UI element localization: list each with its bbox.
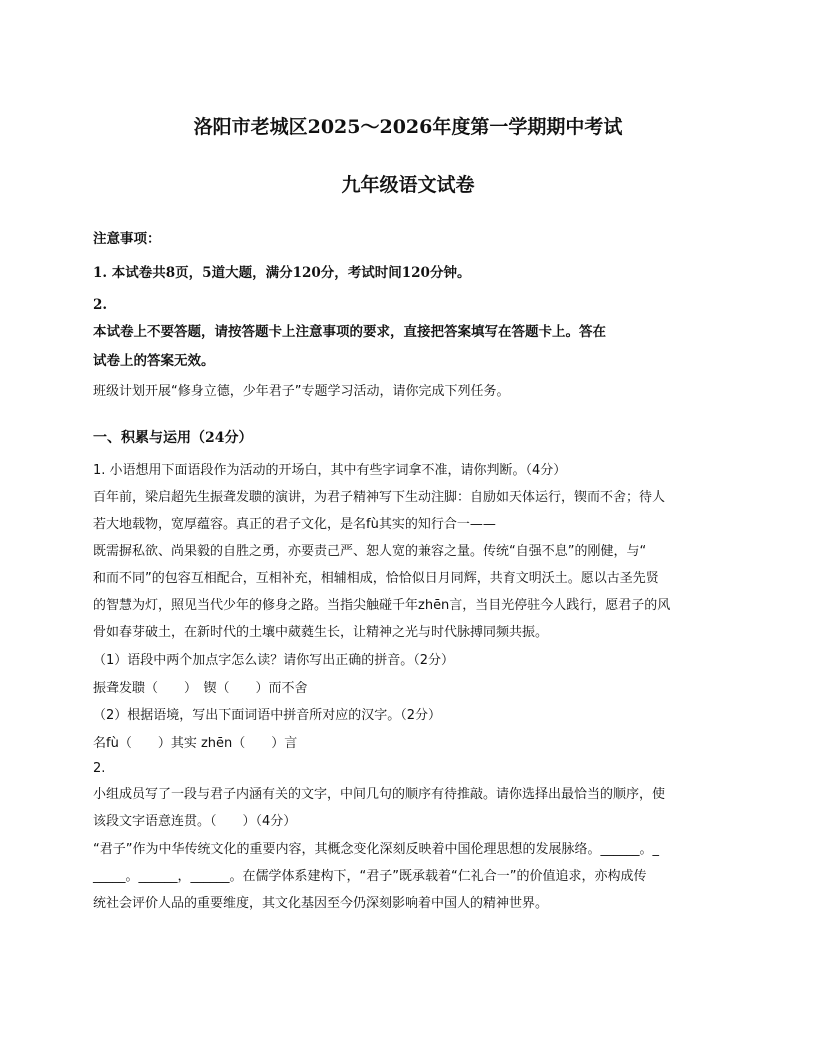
passage-line: “君子”作为中华传统文化的重要内容，其概念变化深刻反映着中国伦理思想的发展脉络。______。_ bbox=[93, 842, 659, 857]
question-2-stem: 该段文字语意连贯。（ ）（4分） bbox=[93, 814, 297, 829]
passage-line: 既需摒私欲、尚果毅的自胜之勇，亦要责己严、恕人宽的兼容之量。传统“自强不息”的刚健，与“ bbox=[93, 544, 647, 559]
passage-line: 统社会评价人品的重要维度，其文化基因至今仍深刻影响着中国人的精神世界。 bbox=[93, 896, 549, 911]
passage-line: 百年前，梁启超先生振聋发聩的演讲，为君子精神写下生动注脚：自励如天体运行，锲而不舍；待人 bbox=[93, 490, 666, 505]
section-1-heading: 一、积累与运用（24分） bbox=[93, 430, 253, 446]
passage-line: 和而不同”的包容互相配合，互相补充，相辅相成，恰恰似日月同辉，共育文明沃土。愿以古圣先贤 bbox=[93, 571, 659, 586]
passage-line: 的智慧为灯，照见当代少年的修身之路。当指尖触碰千年zhēn言，当目光停驻今人践行，愿君子的风 bbox=[93, 598, 671, 613]
exam-title: 洛阳市老城区2025～2026年度第一学期期中考试 bbox=[193, 116, 623, 138]
subquestion-2: （2）根据语境，写出下面词语中拼音所对应的汉字。（2分） bbox=[93, 708, 442, 723]
notice-item-2-line-1: 本试卷上不要答题，请按答题卡上注意事项的要求，直接把答案填写在答题卡上。答在 bbox=[93, 324, 606, 340]
notice-item-2-number: 2. bbox=[93, 297, 108, 313]
subquestion-2-blanks: 名fù（ ）其实 zhēn（ ）言 bbox=[93, 736, 298, 751]
passage-line: 若大地载物，宽厚蕴容。真正的君子文化，是名fù其实的知行合一—— bbox=[93, 517, 496, 532]
exam-subtitle: 九年级语文试卷 bbox=[341, 174, 475, 196]
passage-line: 骨如春芽破土，在新时代的土壤中葳蕤生长，让精神之光与时代脉搏同频共振。 bbox=[93, 625, 549, 640]
passage-line: _____。______，______。在儒学体系建构下，“君子”既承载着“仁礼合一”的价值追求，亦构成传 bbox=[93, 869, 647, 884]
subquestion-1-blanks: 振聋发聩（ ） 锲（ ）而不舍 bbox=[93, 681, 308, 696]
notice-item-2-line-2: 试卷上的答案无效。 bbox=[93, 353, 215, 369]
notice-heading: 注意事项： bbox=[93, 231, 161, 247]
notice-item-1: 1. 本试卷共8页，5道大题，满分120分，考试时间120分钟。 bbox=[93, 265, 471, 281]
question-1-stem: 1. 小语想用下面语段作为活动的开场白，其中有些字词拿不准，请你判断。（4分） bbox=[93, 463, 567, 478]
subquestion-1: （1）语段中两个加点字怎么读？请你写出正确的拼音。（2分） bbox=[93, 653, 455, 668]
activity-intro: 班级计划开展“修身立德，少年君子”专题学习活动，请你完成下列任务。 bbox=[93, 384, 510, 399]
question-2-stem: 小组成员写了一段与君子内涵有关的文字，中间几句的顺序有待推敲。请你选择出最恰当的顺序，使 bbox=[93, 787, 666, 802]
question-2-number: 2. bbox=[93, 761, 106, 776]
